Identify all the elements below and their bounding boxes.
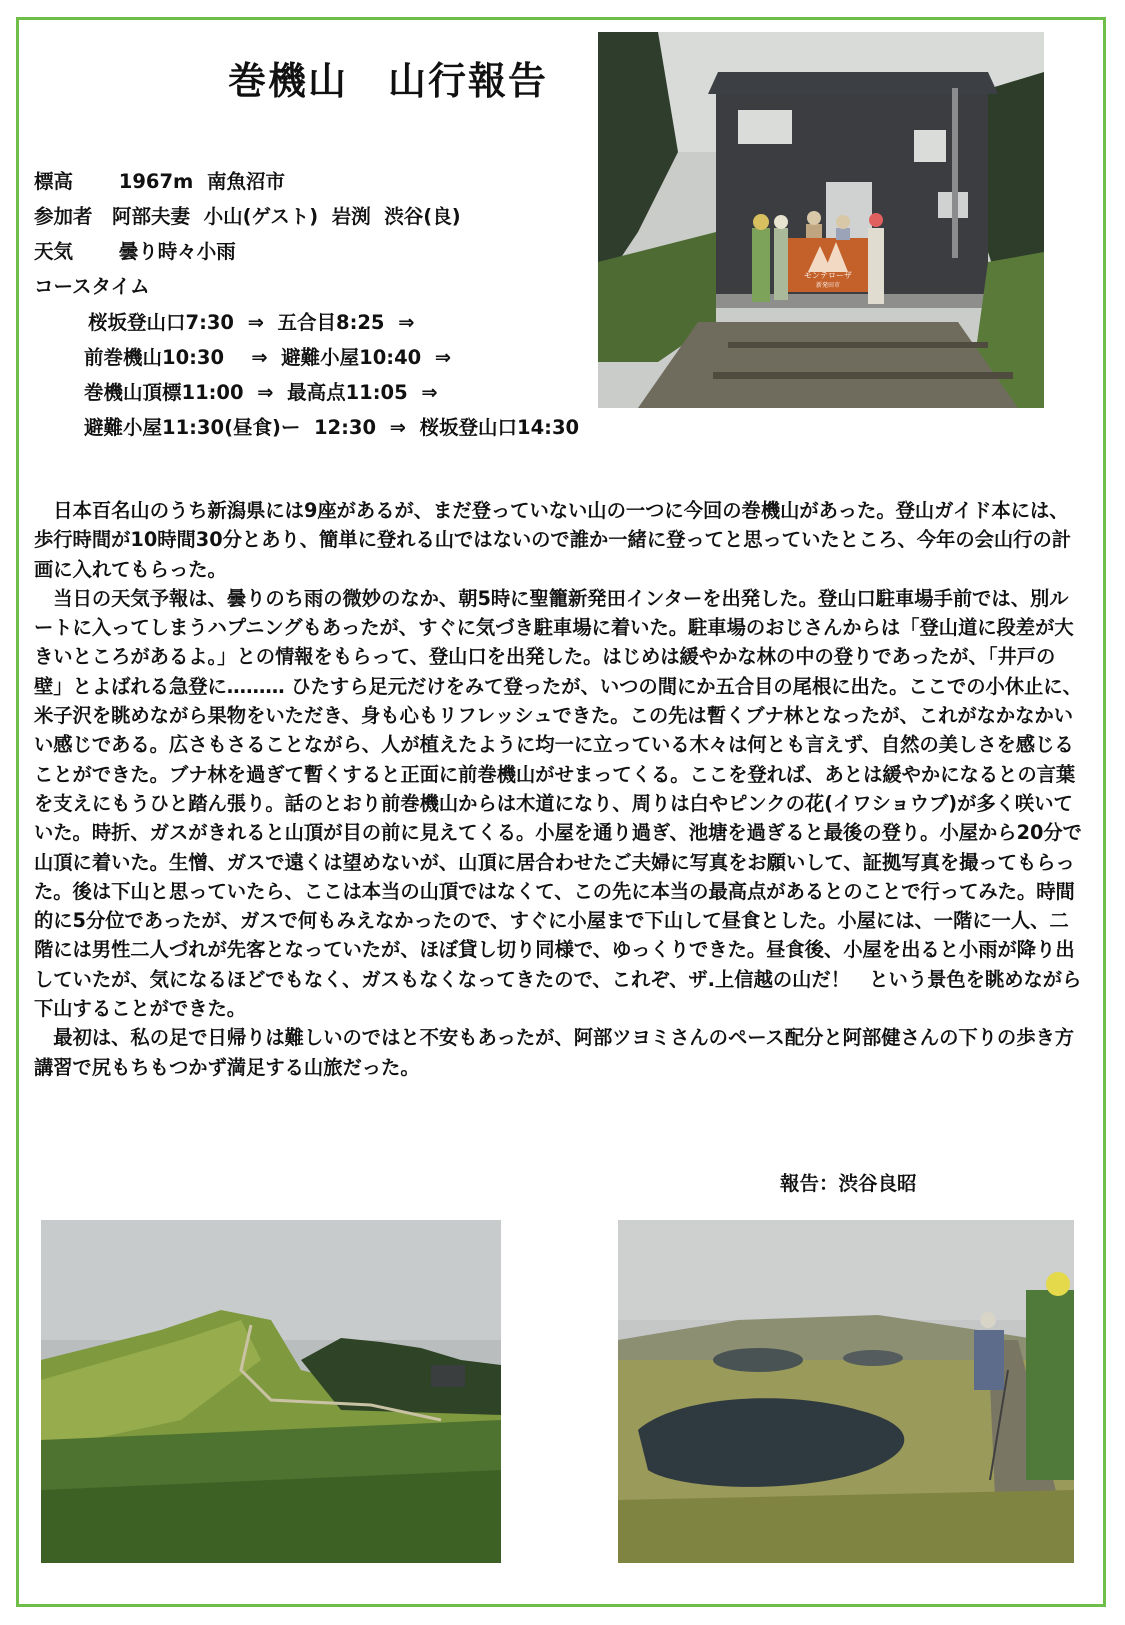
page-title [228,52,548,102]
pond-photo [618,1220,1074,1563]
course-time-label: コースタイム [34,275,150,298]
report-author: 報告：渋谷良昭 [780,1172,917,1195]
paragraph-2: 当日の天気予報は、曇りのち雨の微妙のなか、朝5時に聖籠新発田インターを出発した。登山口駐車場手前では、別ルートに入ってしまうハプニングもあったが、すぐに気づき駐車場に着いた。駐車場のおじさんからは「登山道に段差が大きいところがあるよ。」との情報をもらって、登山口を出発した。はじめは緩やかな林の中の登りであったが、「井戸の壁」とよばれる急登に……… ひたすら足元だけをみて登ったが、いつの間にか五合目の尾根に出た。ここでの小休止に、米子沢を眺めながら果物をいただき、身も心もリフレッシュできた。この先は暫くブナ林となったが、これがなかなかいい感じである。広さもさることながら、人が植えたように均一に立っている木々は何とも言えず、自然の美しさを感じることができた。ブナ林を過ぎて暫くすると正面に前巻機山がせまってくる。ここを登れば、あとは緩やかになるとの言葉を支えにもうひと踏ん張り。話のとおり前巻機山からは木道になり、周りは白やピンクの花(イワショウブ)が多く咲いていた。時折、ガスがきれると山頂が目の前に見えてくる。小屋を通り過ぎ、池塘を過ぎると最後の登り。小屋から20分で山頂に着いた。生憎、ガスで遠くは望めないが、山頂に居合わせたご夫婦に写真をお願いして、証拠写真を撮ってもらった。後は下山と思っていたら、ここは本当の山頂ではなくて、この先に本当の最高点があるとのことで行ってみた。時間的に5分位であったが、ガスで何もみえなかったので、すぐに小屋まで下山して昼食とした。小屋には、一階に一人、二階には男性二人づれが先客となっていたが、ほぼ貸し切り同様で、ゆっくりできた。昼食後、小屋を出ると小雨が降り出していたが、気になるほどでもなく、ガスもなくなってきたので、これぞ、ザ.上信越の山だ！ という景色を眺めながら下山することができた。 [34,586,1082,1021]
paragraph-1: 日本百名山のうち新潟県には9座があるが、まだ登っていない山の一つに今回の巻機山があった。登山ガイド本には、歩行時間が10時間30分とあり、簡単に登れる山ではないので誰か一緒に登ってと思っていたところ、今年の会山行の計画に入れてもらった。 [34,499,1072,581]
course-line-3: 巻機山頂標11:00 ⇒ 最高点11:05 ⇒ [84,381,438,404]
ridge-photo [41,1220,501,1563]
course-line-1: 桜坂登山口7:30 ⇒ 五合目8:25 ⇒ [88,311,415,334]
hut-group-photo [598,32,1044,408]
report-heading: 山行報告 [388,58,549,103]
banner-text-2: 新発田市 [815,282,841,289]
paragraph-3: 最初は、私の足で日帰りは難しいのではと不安もあったが、阿部ツヨミさんのペース配分と阿部健さんの下りの歩き方講習で尻もちもつかず満足する山旅だった。 [34,1026,1075,1079]
participants-line: 参加者 阿部夫妻 小山(ゲスト) 岩渕 渋谷(良) [34,205,461,228]
course-line-2: 前巻機山10:30 ⇒ 避難小屋10:40 ⇒ [84,346,452,369]
weather-line: 天気 曇り時々小雨 [34,240,236,263]
mountain-name: 巻機山 [228,57,349,103]
elevation-line: 標高 1967m 南魚沼市 [34,170,285,193]
banner-text-1: モンテローザ [804,271,852,280]
course-line-4: 避難小屋11:30(昼食)ー 12:30 ⇒ 桜坂登山口14:30 [84,416,580,439]
report-body [34,496,1084,1082]
